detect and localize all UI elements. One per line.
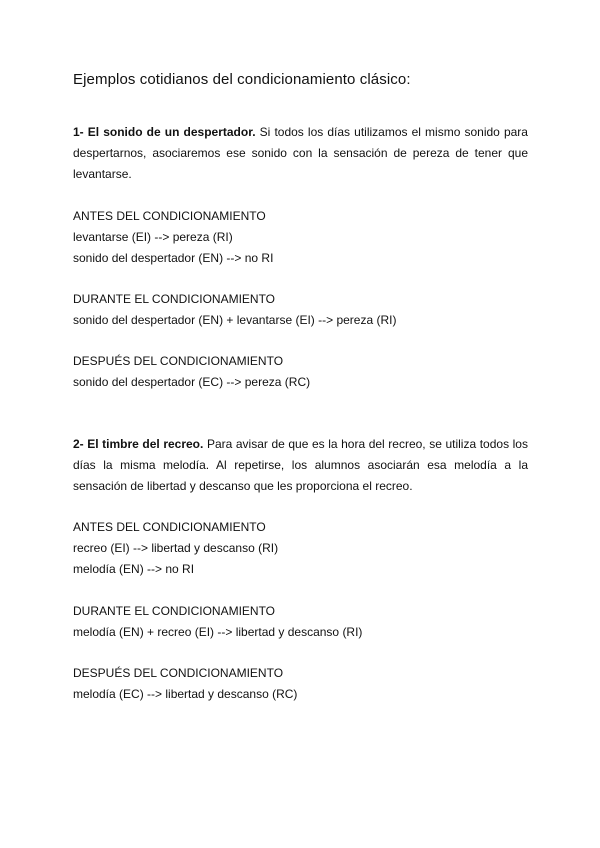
example-1-heading: El sonido de un despertador. bbox=[87, 125, 256, 139]
example-1-text: Si todos los días utilizamos el mismo sonido para despertarnos, asociaremos ese sonido con la sensación de pereza de tener que levantarse. bbox=[73, 125, 528, 181]
example-2-number: 2- bbox=[73, 437, 84, 451]
example-2-antes-label: ANTES DEL CONDICIONAMIENTO bbox=[73, 520, 266, 534]
example-1-number: 1- bbox=[73, 125, 84, 139]
example-1-despues-line-1: sonido del despertador (EC) --> pereza (RC) bbox=[73, 375, 311, 389]
example-2-durante-line-1: melodía (EN) + recreo (EI) --> libertad y descanso (RI) bbox=[73, 625, 363, 639]
document-title: Ejemplos cotidianos del condicionamiento clásico: bbox=[73, 71, 411, 88]
example-2-paragraph bbox=[73, 434, 528, 497]
example-2-despues-line-1: melodía (EC) --> libertad y descanso (RC) bbox=[73, 687, 298, 701]
example-2-heading: El timbre del recreo. bbox=[87, 437, 204, 451]
example-1-despues-label: DESPUÉS DEL CONDICIONAMIENTO bbox=[73, 354, 284, 368]
example-2-durante-label: DURANTE EL CONDICIONAMIENTO bbox=[73, 604, 276, 618]
example-1-antes-line-2: sonido del despertador (EN) --> no RI bbox=[73, 251, 274, 265]
example-2-text: Para avisar de que es la hora del recreo, se utiliza todos los días la misma melodía. Al repetirse, los alumnos asociarán esa melodía a la sensación de libertad y descanso que les proporciona el recreo. bbox=[73, 437, 528, 493]
example-2-antes-line-2: melodía (EN) --> no RI bbox=[73, 562, 195, 576]
example-1-durante-label: DURANTE EL CONDICIONAMIENTO bbox=[73, 292, 276, 306]
example-1-paragraph bbox=[73, 122, 528, 185]
example-1-antes-line-1: levantarse (EI) --> pereza (RI) bbox=[73, 230, 233, 244]
example-2-despues-label: DESPUÉS DEL CONDICIONAMIENTO bbox=[73, 666, 284, 680]
example-1-durante-line-1: sonido del despertador (EN) + levantarse (EI) --> pereza (RI) bbox=[73, 313, 397, 327]
example-2-antes-line-1: recreo (EI) --> libertad y descanso (RI) bbox=[73, 541, 279, 555]
example-1-antes-label: ANTES DEL CONDICIONAMIENTO bbox=[73, 209, 266, 223]
